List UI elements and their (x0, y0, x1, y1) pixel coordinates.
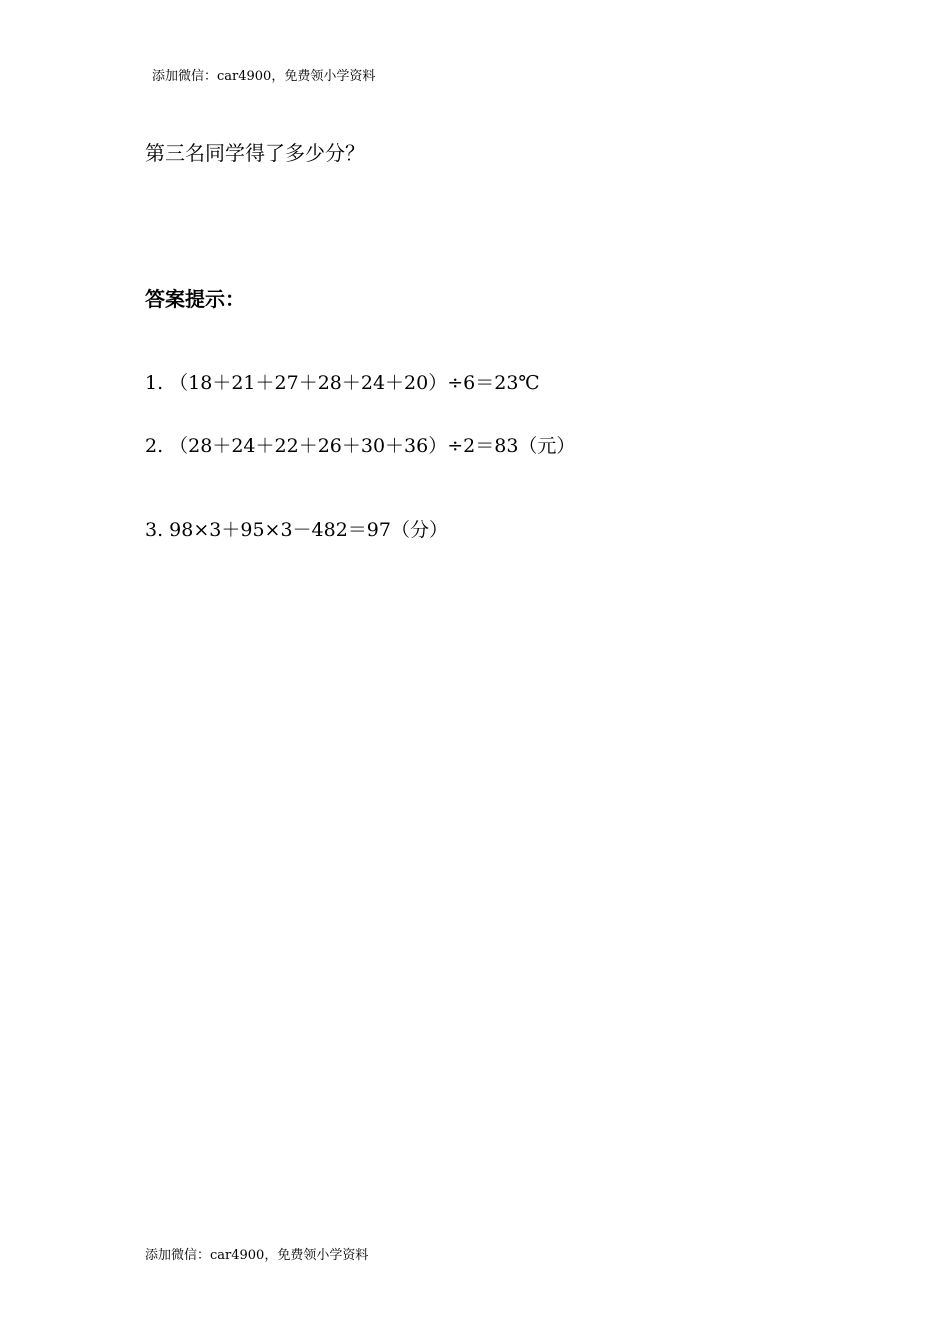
answer-item-1: 1. （18＋21＋27＋28＋24＋20）÷6＝23℃ (145, 372, 540, 394)
question-text: 第三名同学得了多少分？ (145, 141, 365, 165)
header-contact-note: 添加微信：car4900，免费领小学资料 (152, 69, 376, 84)
answer-item-3: 3. 98×3＋95×3－482＝97（分） (145, 519, 448, 541)
answer-item-2: 2. （28＋24＋22＋26＋30＋36）÷2＝83（元） (145, 435, 576, 457)
footer-contact-note: 添加微信：car4900，免费领小学资料 (145, 1248, 369, 1263)
answer-heading: 答案提示： (145, 287, 245, 311)
